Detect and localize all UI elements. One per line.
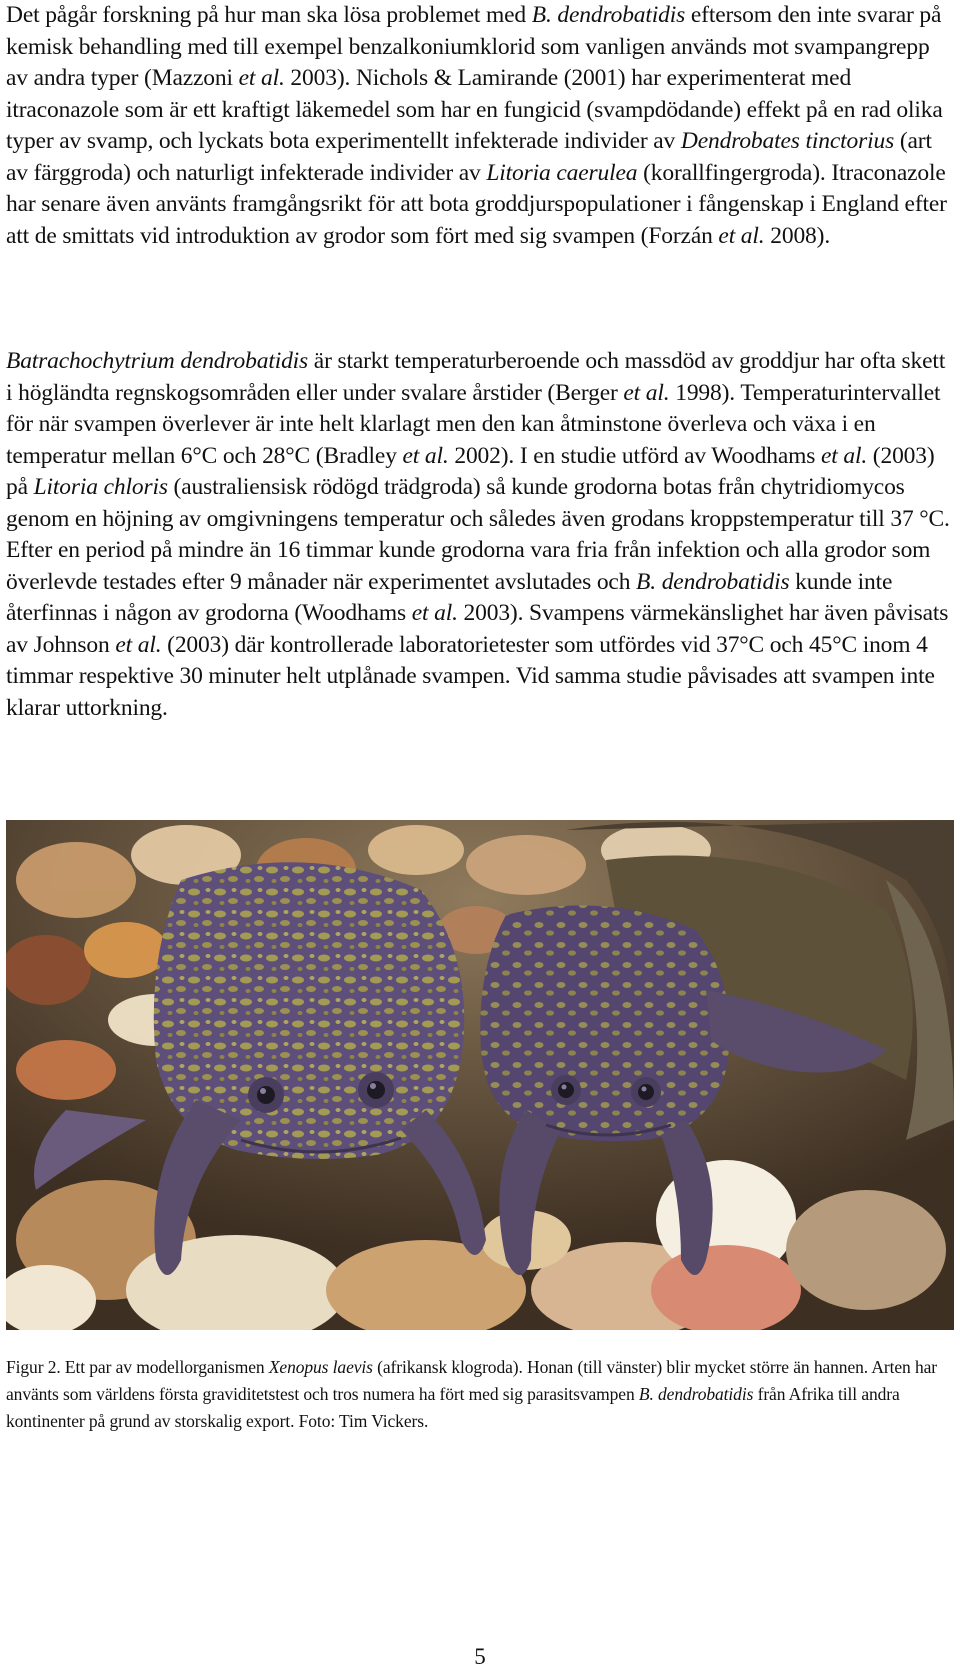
text-run: (korallfingergroda). Itraconazole har senare även använts framgångsrikt för att bota groddjurspopulationer i fångenskap i England efter att de smittats vid introduktion av grodor som fört med sig svampen (Forzán [6,159,947,249]
text-run: från Afrika till andra kontinenter på grund av storskalig export. Foto: Tim Vickers. [6,1384,900,1431]
italic-text: et al. [718,222,765,249]
text-run: (art av färggroda) och naturligt infekterade individer av [6,128,932,186]
text-run: (afrikansk klogroda). Honan (till vänster) blir mycket större än hannen. Arten har använts som världens första graviditetstest och tros numera ha fört med sig parasitsvampen [6,1357,938,1404]
text-run: 2002). I en studie utförd av Woodhams [448,442,821,469]
paragraph-treatment [6,0,951,252]
italic-text: Dendrobates tinctorius [680,128,895,154]
text-run: är starkt temperaturberoende och massdöd av groddjur har ofta skett i högländta regnskogsområden eller under svalare årstider (Berger [6,348,946,406]
italic-text: Litoria chloris [33,474,168,500]
page-number: 5 [474,1644,486,1669]
figure-frog-photo [6,820,954,1330]
text-run: (australiensisk rödögd trädgroda) så kunde grodorna botas från chytridiomycos genom en höjning av omgivningens temperatur och således även grodans kroppstemperatur till 37 °C. Efter en period på mindre än 16 timmar kunde grodorna vara fria från infektion och alla grodor som överlevde testades efter 9 månader när experimentet avslutades och [6,474,950,595]
italic-text: Litoria caerulea [486,159,638,186]
italic-text: Batrachochytrium dendrobatidis [6,348,309,374]
figure-caption [6,1354,951,1435]
text-run: 2003). Nichols & Lamirande (2001) har experimenterat med itraconazole som är ett kraftigt läkemedel som har en fungicid (svampdödande) effekt på en rad olika typer av svamp, och lyckats bota experimentellt infekterade individer av [6,65,943,154]
text-run: Det pågår forskning på hur man ska lösa problemet med [6,2,532,28]
italic-text: et al. [623,379,670,406]
italic-text: et al. [411,600,458,626]
text-run: 2003). Svampens värmekänslighet har även påvisats av Johnson [6,600,949,658]
text-run: 2008). [764,222,831,249]
italic-text: B. dendrobatidis [636,568,790,595]
italic-text: B. dendrobatidis [531,2,686,28]
italic-text: et al. [820,442,868,469]
italic-text: et al. [238,65,285,91]
italic-text: B. dendrobatidis [638,1384,754,1404]
italic-text: et al. [402,442,449,469]
frog-photo-illustration [6,820,954,1330]
paragraph-temperature [6,346,951,724]
text-run: Figur 2. Ett par av modellorganismen [6,1357,269,1377]
italic-text: Xenopus laevis [268,1357,373,1377]
text-run: (2003) på [6,442,935,500]
text-run: eftersom den inte svarar på kemisk behandling med till exempel benzalkoniumklorid som vanligen används mot svampangrepp av andra typer (Mazzoni [6,2,942,91]
text-run: kunde inte återfinnas i någon av grodorna (Woodhams [6,568,893,626]
italic-text: et al. [115,631,162,658]
text-run: 1998). Temperaturintervallet för när svampen överlever är inte helt klarlagt men den kan åtminstone överleva och växa i en temperatur mellan 6°C och 28°C (Bradley [6,379,941,469]
text-run: (2003) där kontrollerade laboratorietester som utfördes vid 37°C och 45°C inom 4 timmar respektive 30 minuter helt utplånade svampen. Vid samma studie påvisades att svampen inte klarar uttorkning. [6,631,935,721]
